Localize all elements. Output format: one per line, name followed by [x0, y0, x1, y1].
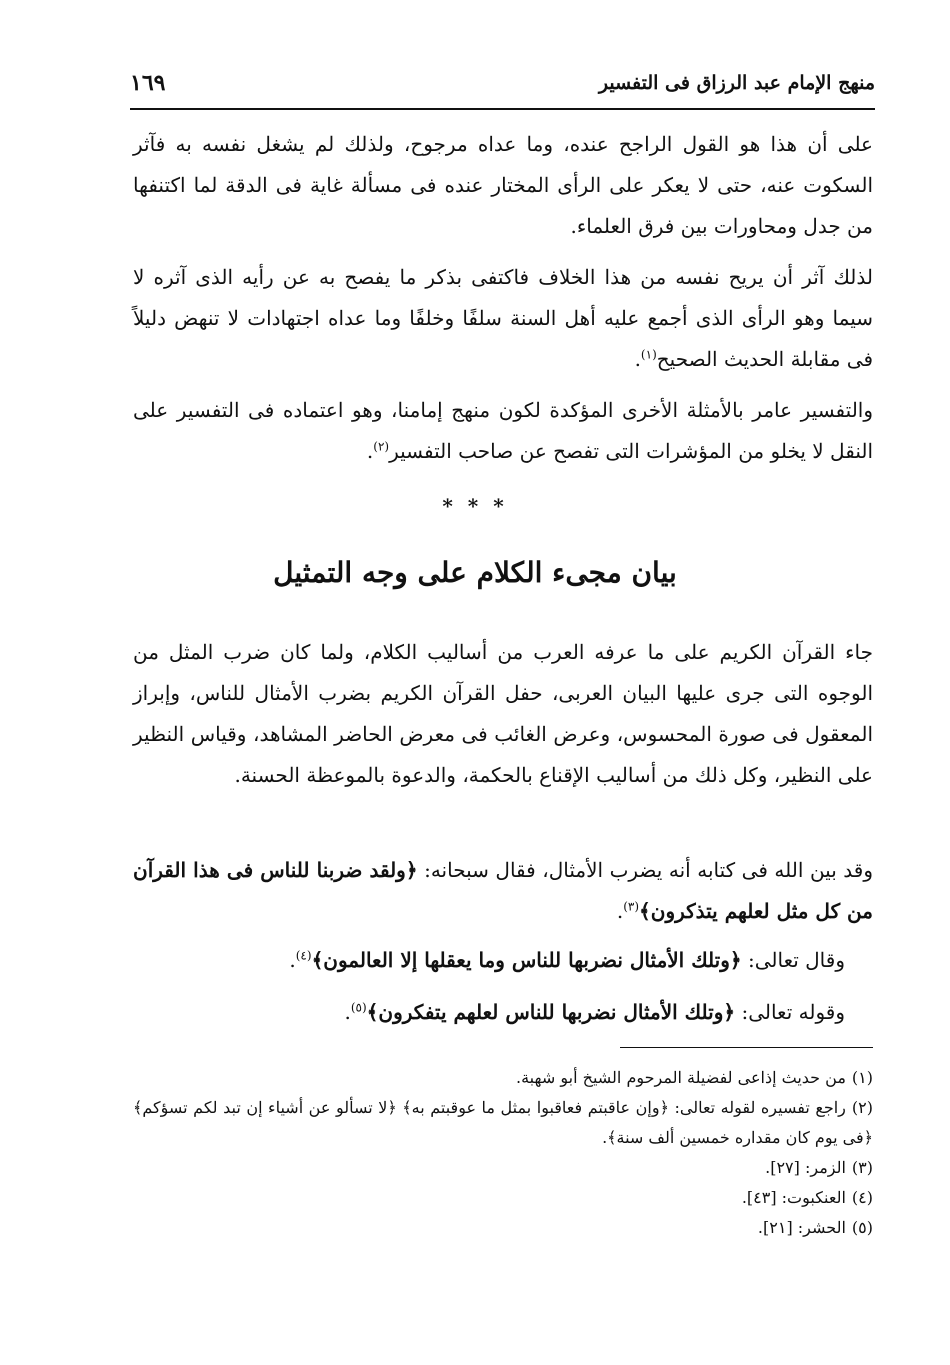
footnote-number: (١): [851, 1068, 873, 1087]
footnote-divider: [620, 1047, 873, 1048]
footnote-text: راجع تفسيره لقوله تعالى: ﴿وإن عاقبتم فعاقبوا بمثل ما عوقبتم به﴾ ﴿لا تسألو عن أشياء إن تبد لكم تسؤكم﴾ ﴿فى يوم كان مقداره خمسين ألف سنة﴾.: [133, 1098, 873, 1147]
page-number: ١٦٩: [130, 70, 166, 96]
paragraph-5: وقد بين الله فى كتابه أنه يضرب الأمثال، فقال سبحانه: ﴿ولقد ضربنا للناس فى هذا القرآن من كل مثل لعلهم يتذكرون﴾$^{(٣)}$.: [133, 858, 874, 923]
footnote-number: (٢): [851, 1098, 873, 1117]
footnote-ref-2: (٢): [373, 439, 390, 454]
footnote-ref-3: (٣): [623, 899, 640, 914]
paragraph-3-text: والتفسير عامر بالأمثلة الأخرى المؤكدة لكون منهج إمامنا، وهو اعتماده فى التفسير على النقل لا يخلو من المؤشرات التى تفصح عن صاحب التفسير: [133, 398, 873, 463]
footnote-text: الحشر: [٢١].: [757, 1218, 846, 1237]
quran-verse-3: ﴿وتلك الأمثال نضربها للناس لعلهم يتفكرون﴾: [366, 1000, 736, 1024]
footnote-text: الزمر: [٢٧].: [765, 1158, 846, 1177]
verse-line-2-intro: وقوله تعالى:: [741, 1000, 845, 1024]
paragraph-2: لذلك آثر أن يريح نفسه من هذا الخلاف فاكتفى بذكر ما يفصح به عن رأيه الذى آثره لا سيما وهو الرأى الذى أجمع عليه أهل السنة سلفًا وخلفًا وما عداه اجتهادات لا تنهض دليلاً فى مقابلة الحديث الصحيح$^{(١)}$.: [133, 265, 873, 371]
footnote-text: من حديث إذاعى لفضيلة المرحوم الشيخ أبو شهبة.: [516, 1068, 846, 1087]
verse-line-1-intro: وقال تعالى:: [747, 948, 845, 972]
footnote-number: (٣): [851, 1158, 873, 1177]
quran-verse-1: ﴿ولقد ضربنا للناس فى هذا القرآن من كل مثل لعلهم يتذكرون﴾: [133, 858, 873, 923]
footnote-ref-1: (١): [640, 347, 657, 362]
footnote-number: (٤): [851, 1188, 873, 1207]
footnote-item: [133, 1183, 873, 1213]
footnote-number: (٥): [851, 1218, 873, 1237]
footnote-item: [133, 1063, 873, 1093]
footnote-ref-4: (٤): [295, 948, 312, 963]
paragraph-3: والتفسير عامر بالأمثلة الأخرى المؤكدة لكون منهج إمامنا، وهو اعتماده فى التفسير على النقل لا يخلو من المؤشرات التى تفصح عن صاحب التفسير$^{(٢)}$.: [133, 398, 873, 463]
verse-line-2: وقوله تعالى: ﴿وتلك الأمثال نضربها للناس لعلهم يتفكرون﴾$^{(٥)}$.: [344, 1000, 845, 1024]
section-separator: * * *: [442, 494, 508, 518]
footnotes-list: [133, 1063, 873, 1243]
footnote-item: [133, 1153, 873, 1183]
paragraph-5-intro: وقد بين الله فى كتابه أنه يضرب الأمثال، فقال سبحانه:: [424, 858, 874, 882]
paragraph-4: جاء القرآن الكريم على ما عرفه العرب من أساليب الكلام، ولما كان ضرب المثل من الوجوه التى جرى عليها البيان العربى، حفل القرآن الكريم بضرب الأمثال للناس، وإبراز المعقول فى صورة المحسوس، وعرض الغائب فى معرض الحاضر المشاهد، وقياس النظير على النظير، وكل ذلك من أساليب الإقناع بالحكمة، والدعوة بالموعظة الحسنة.: [133, 640, 873, 787]
paragraph-2-text: لذلك آثر أن يريح نفسه من هذا الخلاف فاكتفى بذكر ما يفصح به عن رأيه الذى آثره لا سيما وهو الرأى الذى أجمع عليه أهل السنة سلفًا وخلفًا وما عداه اجتهادات لا تنهض دليلاً فى مقابلة الحديث الصحيح: [133, 265, 873, 371]
section-heading: بيان مجىء الكلام على وجه التمثيل: [273, 556, 677, 589]
paragraph-1: على أن هذا هو القول الراجح عنده، وما عداه مرجوح، ولذلك لم يشغل نفسه به فآثر السكوت عنه، حتى لا يعكر على الرأى المختار عنده فى مسألة غاية فى الدقة لما اكتنفها من جدل ومحاورات بين فرق العلماء.: [133, 132, 873, 238]
verse-line-1: وقال تعالى: ﴿وتلك الأمثال نضربها للناس وما يعقلها إلا العالمون﴾$^{(٤)}$.: [289, 948, 845, 972]
quran-verse-2: ﴿وتلك الأمثال نضربها للناس وما يعقلها إلا العالمون﴾: [311, 948, 742, 972]
running-title: منهج الإمام عبد الرزاق فى التفسير: [598, 72, 875, 94]
footnote-text: العنكبوت: [٤٣].: [741, 1188, 846, 1207]
footnote-ref-5: (٥): [350, 1000, 367, 1015]
page-header: [130, 66, 875, 110]
footnote-item: [133, 1213, 873, 1243]
footnote-item: [133, 1093, 873, 1153]
